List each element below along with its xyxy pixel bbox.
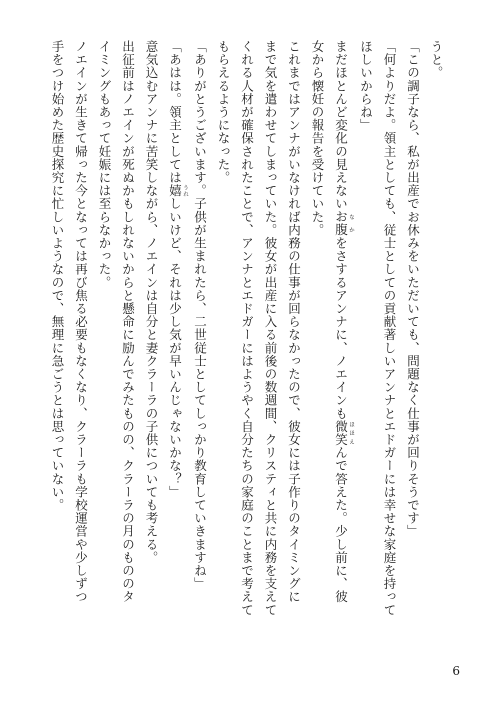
text-line: 手をつけ始めた歴史探究に忙しいようなので、無理に急ごうとは思っていない。 xyxy=(50,40,65,512)
text-line: くれる人材が確保されたことで、アンナとエドガーにはようやく自分たちの家庭のことまで考えて xyxy=(239,40,255,617)
furigana: お腹 なか xyxy=(333,210,354,237)
page-number: 6 xyxy=(452,664,460,678)
text-line-with-ruby: 「あはは。領主としては嬉 うれしいけど、それは少し気が早いんじゃないかな？」 xyxy=(167,40,188,499)
text-line: これまではアンナがいなければ内務の仕事が回らなかったので、彼女には子作りのタイミングに xyxy=(286,40,302,604)
text-line: 「何よりだよ。領主としても、従士としての貢献著しいアンナとエドガーには幸せな家庭を持って xyxy=(382,40,397,617)
text-line: 意気込むアンナに苦笑しながら、ノエインは自分と妻クラーラの子供についても考える。 xyxy=(144,40,159,564)
text-line: ほしいからね」 xyxy=(358,40,374,132)
furigana: 嬉 うれ xyxy=(167,184,188,198)
text-line: まで気を遣わせてしまっていた。彼女が出産に入る前後の数週間、クリスティと共に内務を支えて xyxy=(263,40,278,617)
text-line: 「この調子なら、私が出産でお休みをいただいても、問題なく仕事が回りそうです」 xyxy=(405,40,421,538)
text-line-with-ruby: まだほとんど変化の見えないお腹 なかをさするアンナに、ノエインも微笑 ほほえんで答えた。少し前に、彼 xyxy=(333,40,354,604)
text-line: 出征前はノエインが死ぬかもしれないからと懸命に励んでみたものの、クラーラの月のもののタ xyxy=(120,40,136,604)
text-line: もらえるようになった。 xyxy=(216,40,231,185)
text-line: 女から懐妊の報告を受けていた。 xyxy=(310,40,325,237)
text-line: うと。 xyxy=(429,40,444,80)
vertical-text-block xyxy=(46,40,449,700)
furigana: 微笑 ほほえ xyxy=(333,419,354,447)
text-line: イミングもあって妊娠には至らなかった。 xyxy=(97,40,112,289)
text-line: 「ありがとうございます。子供が生まれたら、二世従士としてしっかり教育していきますね」 xyxy=(192,40,208,591)
text-line: ノエインが生きて帰った今となっては再び焦る必要もなくなり、クラーラも学校運営や少しずつ xyxy=(73,40,89,604)
